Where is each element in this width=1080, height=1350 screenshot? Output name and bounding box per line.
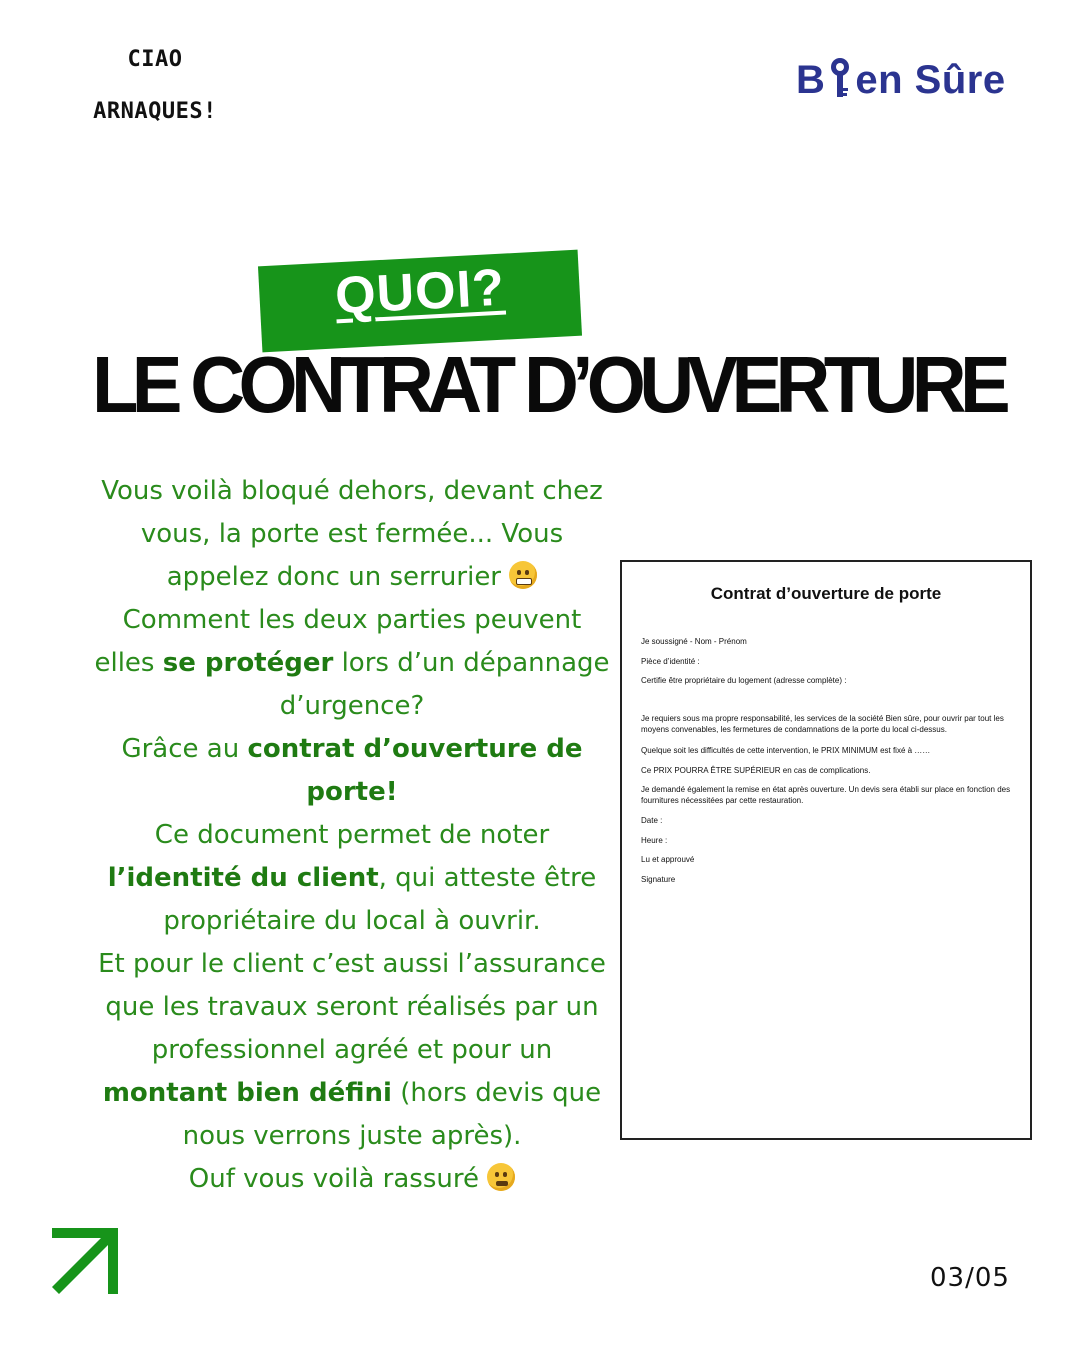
document-title: Contrat d’ouverture de porte <box>710 584 942 603</box>
body-paragraph-1: Vous voilà bloqué dehors, devant chez vous, la porte est fermée... Vous appelez donc un serrurier <box>101 476 603 592</box>
page-title: LE CONTRAT D’OUVERTURE <box>91 340 1005 429</box>
document-line: Ce PRIX POURRA ÊTRE SUPÉRIEUR en cas de complications. <box>641 766 871 775</box>
body-paragraph-5: Et pour le client c’est aussi l’assurance que les travaux seront réalisés par un professionnel agréé et pour un montant bien défini (hors devis que nous verrons juste après). <box>98 949 606 1151</box>
document-line: Je demandé également la remise en état après ouverture. Un devis sera établi sur place en fonction des fournitures nécessitées par cette restauration. <box>641 785 1011 805</box>
arrow-up-right-icon <box>52 1228 122 1298</box>
page-number: 03/05 <box>930 1263 1010 1293</box>
body-paragraph-2: Comment les deux parties peuvent elles se protéger lors d’un dépannage d’urgence? <box>94 605 610 721</box>
document-line: Je requiers sous ma propre responsabilité, les services de la société Bien sûre, pour ouvrir par tout les moyens convenables, les fermetures de condamnations de la porte du local ci-dessus. <box>641 714 1004 734</box>
body-paragraph-3: Grâce au contrat d’ouverture de porte! <box>121 734 583 807</box>
body-paragraph-6: Ouf vous voilà rassuré <box>90 1158 614 1201</box>
contract-document-image <box>620 560 1032 1140</box>
document-line: Date : <box>641 816 663 825</box>
company-logo <box>796 55 1006 105</box>
logo-text-start: B <box>796 57 826 102</box>
document-line: Je soussigné - Nom - Prénom <box>641 637 747 646</box>
document-line: Quelque soit les difficultés de cette intervention, le PRIX MINIMUM est fixé à …… <box>641 746 931 755</box>
brand-tagline-line1: CIAO <box>127 47 183 72</box>
logo-text-end: en Sûre <box>855 57 1006 102</box>
grimacing-face-icon <box>509 561 537 589</box>
document-line: Lu et approuvé <box>641 855 695 864</box>
document-line: Certifie être propriétaire du logement (adresse complète) : <box>641 676 847 685</box>
badge-label: QUOI? <box>333 258 507 326</box>
body-text <box>90 470 614 1201</box>
document-line: Signature <box>641 875 676 884</box>
relieved-face-icon <box>487 1163 515 1191</box>
key-icon <box>826 55 854 105</box>
brand-tagline <box>60 34 250 138</box>
document-line: Pièce d’identité : <box>641 657 700 666</box>
body-paragraph-4: Ce document permet de noter l’identité du client, qui atteste être propriétaire du local à ouvrir. <box>107 820 597 936</box>
document-line: Heure : <box>641 836 668 845</box>
brand-tagline-line2: ARNAQUES! <box>93 99 217 124</box>
